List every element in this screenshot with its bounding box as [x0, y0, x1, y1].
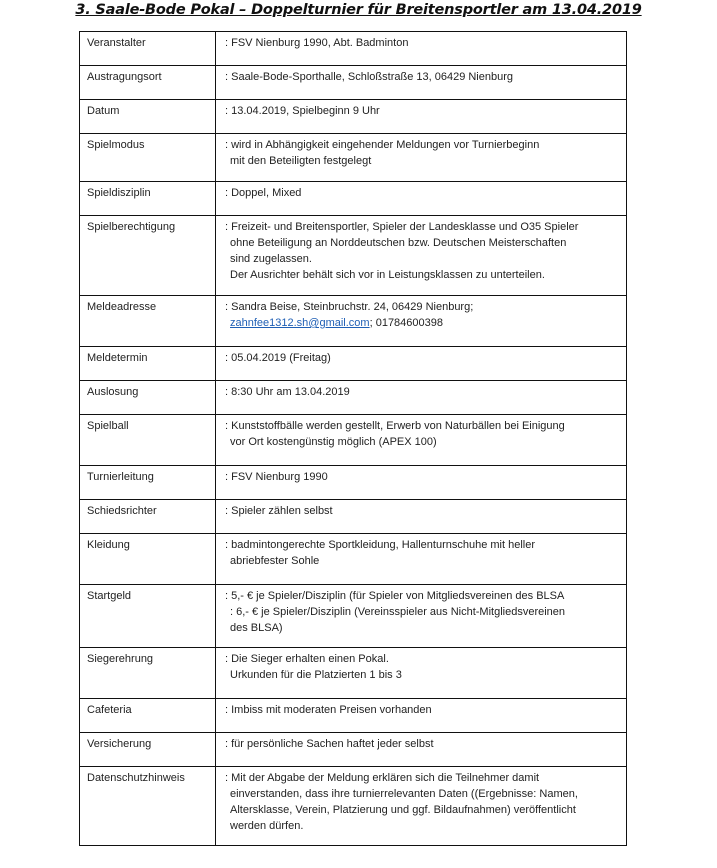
email-link[interactable]: zahnfee1312.sh@gmail.com	[230, 317, 370, 329]
value-line: : für persönliche Sachen haftet jeder selbst	[225, 738, 434, 750]
table-row	[80, 182, 627, 216]
row-value	[216, 381, 627, 415]
value-line: : 05.04.2019 (Freitag)	[225, 352, 331, 364]
row-value	[216, 767, 627, 846]
row-label: Versicherung	[80, 733, 216, 767]
value-line: : Sandra Beise, Steinbruchstr. 24, 06429 Nienburg;	[225, 301, 474, 313]
value-line: : Spieler zählen selbst	[225, 505, 333, 517]
value-line: : wird in Abhängigkeit eingehender Meldungen vor Turnierbeginn	[225, 139, 540, 151]
row-value	[216, 296, 627, 347]
value-line: abriebfester Sohle	[230, 555, 320, 567]
contact-line	[225, 315, 619, 331]
table-row	[80, 500, 627, 534]
row-value	[216, 585, 627, 648]
value-line: mit den Beteiligten festgelegt	[230, 155, 372, 167]
row-value	[216, 415, 627, 466]
value-line: sind zugelassen.	[230, 253, 312, 265]
row-value	[216, 66, 627, 100]
row-label: Meldeadresse	[80, 296, 216, 347]
value-line: einverstanden, dass ihre turnierrelevanten Daten ((Ergebnisse: Namen,	[230, 788, 578, 800]
table-row	[80, 415, 627, 466]
row-label: Datum	[80, 100, 216, 134]
value-line: : FSV Nienburg 1990	[225, 471, 328, 483]
row-value	[216, 500, 627, 534]
row-label: Kleidung	[80, 534, 216, 585]
row-value	[216, 466, 627, 500]
value-line: : Doppel, Mixed	[225, 187, 302, 199]
value-line: ohne Beteiligung an Norddeutschen bzw. Deutschen Meisterschaften	[230, 237, 567, 249]
row-value	[216, 648, 627, 699]
document-title: 3. Saale-Bode Pokal – Doppelturnier für Breitensportler am 13.04.2019	[75, 2, 642, 18]
value-line: : Die Sieger erhalten einen Pokal.	[225, 653, 389, 665]
row-label: Spielmodus	[80, 134, 216, 182]
table-row	[80, 466, 627, 500]
table-row	[80, 767, 627, 846]
value-line: : Kunststoffbälle werden gestellt, Erwerb von Naturbällen bei Einigung	[225, 420, 565, 432]
row-label: Cafeteria	[80, 699, 216, 733]
row-value	[216, 699, 627, 733]
table-row	[80, 347, 627, 381]
value-line: Der Ausrichter behält sich vor in Leistungsklassen zu unterteilen.	[230, 269, 545, 281]
table-row	[80, 296, 627, 347]
row-label: Schiedsrichter	[80, 500, 216, 534]
value-line: werden dürfen.	[230, 820, 304, 832]
value-line: Urkunden für die Platzierten 1 bis 3	[230, 669, 402, 681]
value-line: : 8:30 Uhr am 13.04.2019	[225, 386, 350, 398]
table-row	[80, 699, 627, 733]
value-line: : FSV Nienburg 1990, Abt. Badminton	[225, 37, 409, 49]
row-value	[216, 216, 627, 296]
row-label: Datenschutzhinweis	[80, 767, 216, 846]
value-line: : Imbiss mit moderaten Preisen vorhanden	[225, 704, 432, 716]
table-row	[80, 534, 627, 585]
row-label: Spielball	[80, 415, 216, 466]
table-row	[80, 66, 627, 100]
row-label: Siegerehrung	[80, 648, 216, 699]
row-label: Auslosung	[80, 381, 216, 415]
row-value	[216, 534, 627, 585]
row-label: Turnierleitung	[80, 466, 216, 500]
value-line: : Saale-Bode-Sporthalle, Schloßstraße 13, 06429 Nienburg	[225, 71, 514, 83]
value-line: : 6,- € je Spieler/Disziplin (Vereinsspieler aus Nicht-Mitgliedsvereinen	[230, 606, 566, 618]
value-line: : 13.04.2019, Spielbeginn 9 Uhr	[225, 105, 380, 117]
value-line: : badmintongerechte Sportkleidung, Hallenturnschuhe mit heller	[225, 539, 536, 551]
row-label: Spieldisziplin	[80, 182, 216, 216]
row-value	[216, 32, 627, 66]
row-value	[216, 100, 627, 134]
table-row	[80, 134, 627, 182]
row-label: Startgeld	[80, 585, 216, 648]
value-line: : 5,- € je Spieler/Disziplin (für Spieler von Mitgliedsvereinen des BLSA	[225, 590, 565, 602]
row-value	[216, 182, 627, 216]
row-label: Meldetermin	[80, 347, 216, 381]
row-value	[216, 347, 627, 381]
table-row	[80, 648, 627, 699]
table-row	[80, 32, 627, 66]
table-row	[80, 216, 627, 296]
phone-number: ; 01784600398	[369, 317, 444, 329]
value-line: des BLSA)	[230, 622, 283, 634]
row-value	[216, 733, 627, 767]
value-line: : Freizeit- und Breitensportler, Spieler der Landesklasse und O35 Spieler	[225, 221, 579, 233]
value-line: Altersklasse, Verein, Platzierung und ggf. Bildaufnahmen) veröffentlicht	[230, 804, 576, 816]
row-label: Spielberechtigung	[80, 216, 216, 296]
table-row	[80, 585, 627, 648]
value-line: : Mit der Abgabe der Meldung erklären sich die Teilnehmer damit	[225, 772, 540, 784]
tournament-info-table	[79, 31, 627, 846]
table-row	[80, 100, 627, 134]
value-line: vor Ort kostengünstig möglich (APEX 100)	[230, 436, 437, 448]
table-row	[80, 733, 627, 767]
row-label: Austragungsort	[80, 66, 216, 100]
table-row	[80, 381, 627, 415]
row-value	[216, 134, 627, 182]
row-label: Veranstalter	[80, 32, 216, 66]
